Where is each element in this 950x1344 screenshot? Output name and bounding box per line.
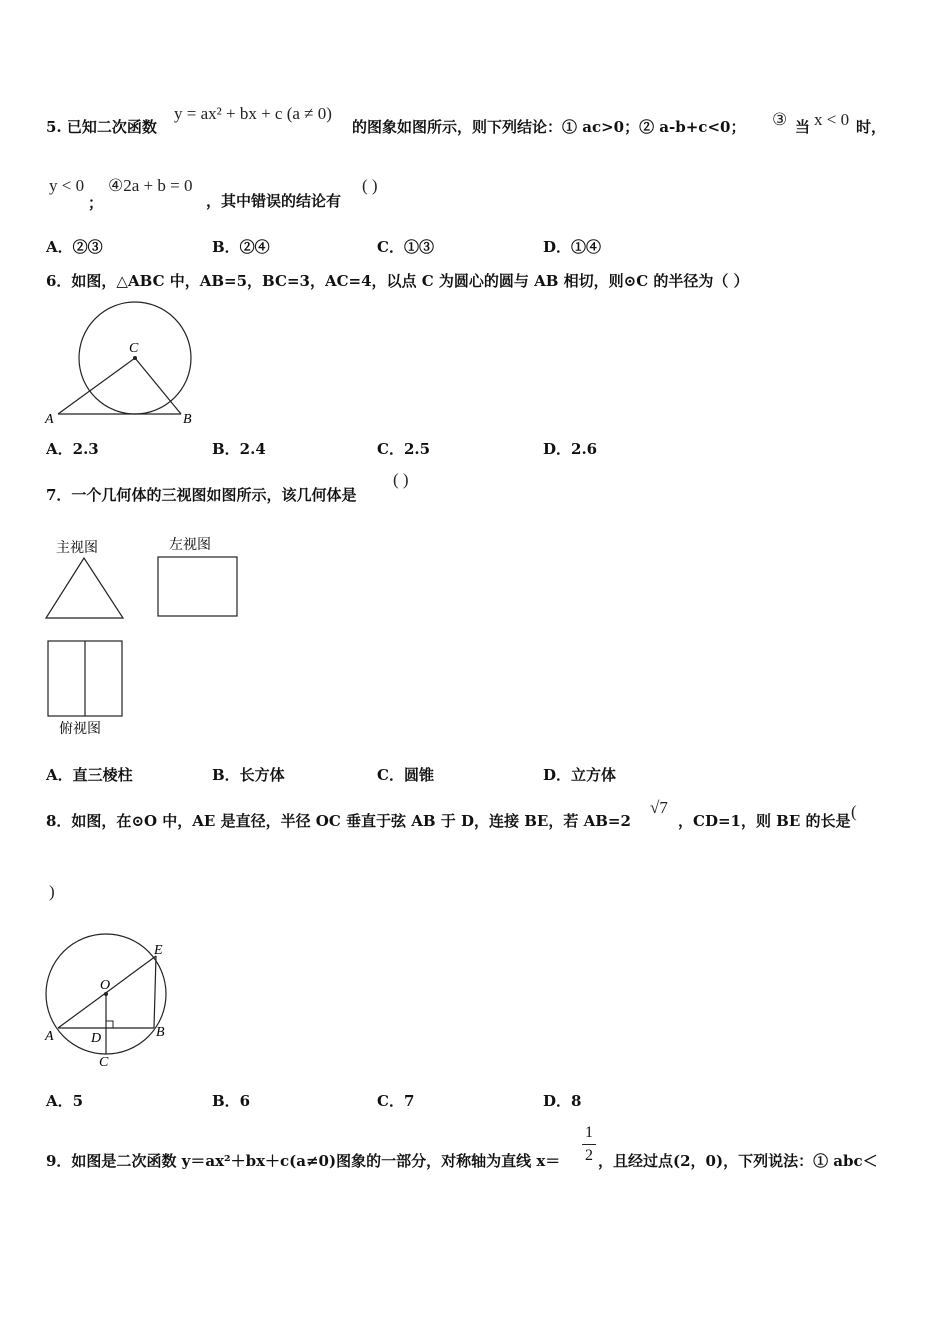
q7-left-view-rectangle (158, 557, 237, 616)
q6-label-a: A (45, 412, 54, 427)
q7-option-d: D．立方体 (543, 766, 617, 784)
q6-segment-ac (58, 358, 135, 414)
q6-option-b: B．2.4 (212, 440, 266, 458)
q7-option-c: C．圆锥 (377, 766, 434, 784)
q6-point-c (133, 356, 137, 360)
q9-fraction-denominator: 2 (585, 1147, 593, 1164)
q5-conclusion-3-tail: 时， (856, 118, 887, 136)
q8-label-o: O (100, 978, 111, 993)
q6-option-a: A．2.3 (46, 440, 99, 458)
q5-option-c: C．①③ (377, 238, 434, 256)
q7-option-a: A．直三棱柱 (46, 766, 133, 784)
q8-label-e: E (154, 943, 163, 958)
q5-conclusion-4: ④2a + b = 0 (108, 176, 193, 195)
q5-conclusion-3-mark: ③ (772, 110, 788, 129)
q5-option-d: D．①④ (543, 238, 602, 256)
question-7-text: 7．一个几何体的三视图如图所示，该几何体是 (46, 486, 357, 504)
question-6-text: 6．如图，△ABC 中，AB=5，BC=3，AC=4，以点 C 为圆心的圆与 AB 相切，则⊙C 的半径为（ ） (46, 272, 749, 290)
q8-option-c: C．7 (377, 1092, 415, 1110)
q8-option-a: A．5 (46, 1092, 84, 1110)
q9-fraction (582, 1124, 596, 1165)
q8-figure (40, 932, 180, 1072)
q9-fraction-numerator: 1 (585, 1124, 593, 1141)
q6-label-c: C (129, 341, 139, 356)
q8-sqrt-7: √7 (650, 798, 668, 817)
q8-option-b: B．6 (212, 1092, 251, 1110)
q8-paren-open: ( (851, 802, 857, 821)
q5-conclusion-3-text: 当 (795, 118, 811, 136)
q6-segment-cb (135, 358, 181, 414)
q6-label-b: B (183, 412, 192, 427)
q9-text-tail: ，且经过点(2，0)，下列说法：① abc＜ (598, 1152, 878, 1170)
q5-option-a: A．②③ (46, 238, 103, 256)
q6-figure (40, 296, 210, 428)
q8-right-angle-mark (106, 1021, 113, 1028)
q7-answer-paren: ( ) (393, 470, 409, 489)
q6-option-d: D．2.6 (543, 440, 598, 458)
question-9-text: 9．如图是二次函数 y＝ax²＋bx＋c(a≠0)图象的一部分，对称轴为直线 x＝ (46, 1152, 561, 1170)
question-5-number: 5. (46, 118, 62, 136)
q7-three-views (40, 532, 250, 742)
q8-label-b: B (156, 1025, 165, 1040)
q7-label-left-view: 左视图 (169, 537, 211, 553)
q8-label-a: A (45, 1029, 54, 1044)
q5-conclusions: 的图象如图所示，则下列结论：① ac>0；② a-b+c<0； (352, 118, 746, 136)
q5-line2-tail: ，其中错误的结论有 (206, 192, 342, 210)
q7-option-b: B．长方体 (212, 766, 285, 784)
q7-front-view-triangle (46, 558, 123, 618)
q5-answer-paren: ( ) (362, 176, 378, 195)
q5-line2-sep: ； (88, 194, 104, 212)
q6-option-c: C．2.5 (377, 440, 431, 458)
question-5-lead: 已知二次函数 (66, 118, 157, 136)
q8-label-c: C (99, 1055, 109, 1070)
q5-line2-formula: y < 0 (49, 176, 85, 195)
q8-paren-close: ) (49, 882, 55, 901)
q5-conclusion-3-formula: x < 0 (814, 110, 850, 129)
q5-formula: y = ax² + bx + c (a ≠ 0) (174, 104, 332, 123)
q8-text-tail: ，CD=1，则 BE 的长是 (678, 812, 851, 830)
q8-option-d: D．8 (543, 1092, 582, 1110)
question-8-text: 8．如图，在⊙O 中，AE 是直径，半径 OC 垂直于弦 AB 于 D，连接 BE，若 AB=2 (46, 812, 631, 830)
q8-segment-be (154, 956, 156, 1028)
q7-label-top-view: 俯视图 (59, 721, 101, 737)
q8-label-d: D (91, 1031, 102, 1046)
q5-option-b: B．②④ (212, 238, 270, 256)
q7-label-front-view: 主视图 (56, 540, 98, 556)
